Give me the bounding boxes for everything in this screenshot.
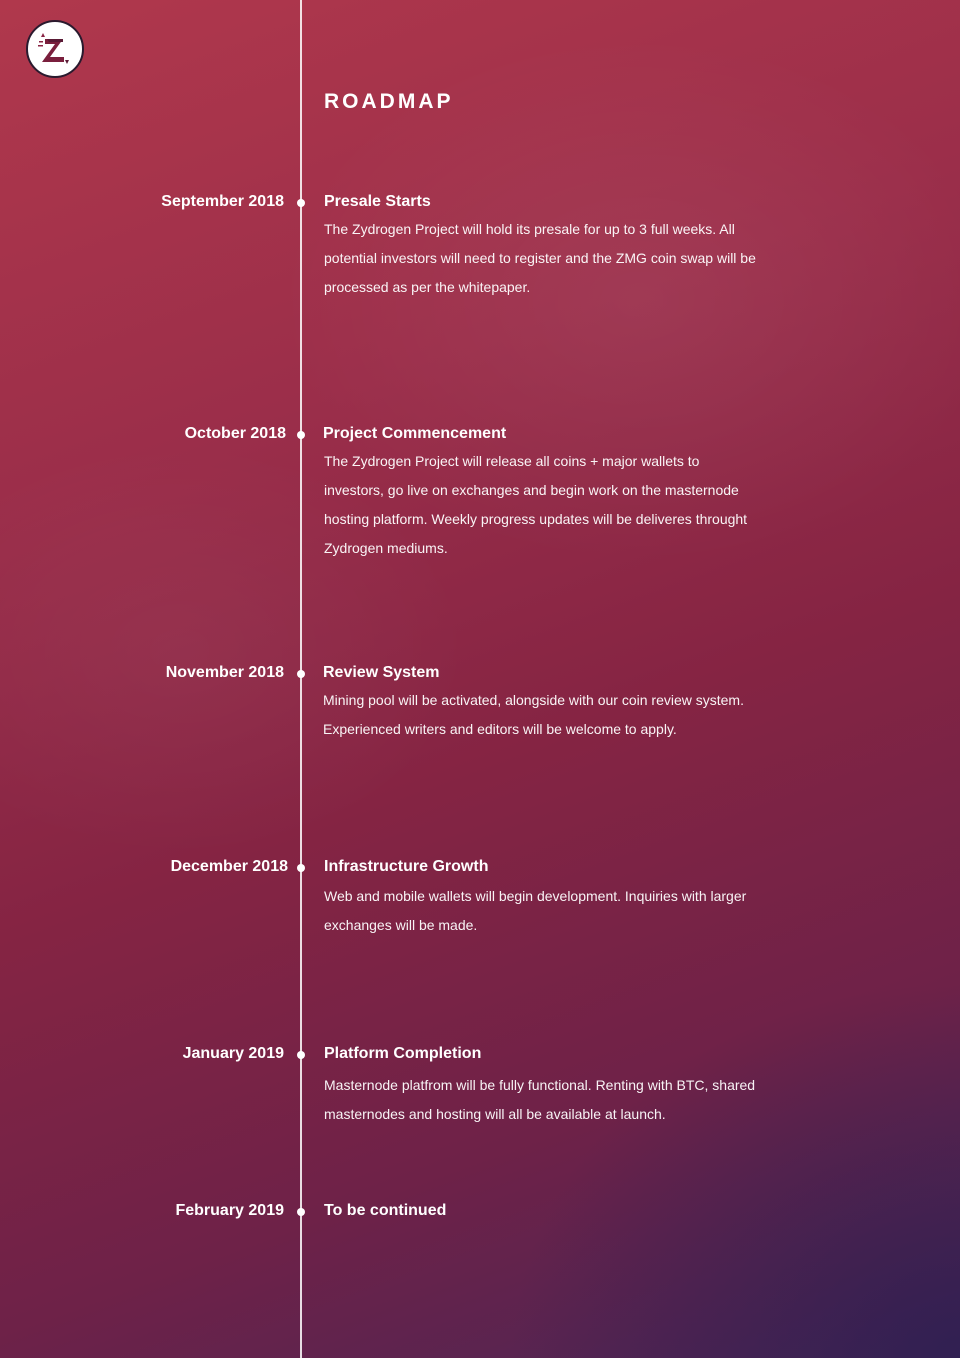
entry-description: Mining pool will be activated, alongside with our coin review system. Experienced writers and editors will be welcome to apply.	[323, 692, 744, 737]
timeline-dot	[297, 670, 305, 678]
entry-heading: To be continued	[324, 1202, 447, 1219]
entry-date: September 2018	[161, 193, 284, 210]
entry-date: January 2019	[182, 1045, 284, 1062]
timeline-dot	[297, 1051, 305, 1059]
entry-date: December 2018	[170, 858, 288, 875]
entry-heading: Project Commencement	[323, 425, 507, 442]
entry-heading: Review System	[323, 664, 440, 681]
entry-heading: Platform Completion	[324, 1045, 482, 1062]
entry-heading: Presale Starts	[324, 193, 431, 210]
timeline-dot	[297, 1208, 305, 1216]
entry-description: The Zydrogen Project will hold its presale for up to 3 full weeks. All potential investors will need to register and the ZMG coin swap will be processed as per the whitepaper.	[324, 221, 756, 295]
timeline-dot	[297, 431, 305, 439]
page-title: ROADMAP	[324, 90, 454, 113]
zydrogen-logo	[26, 20, 84, 78]
entry-date: October 2018	[184, 425, 286, 442]
entry-description: The Zydrogen Project will release all coins + major wallets to investors, go live on exchanges and begin work on the masternode hosting platform. Weekly progress updates will be deliveres throught Zydrogen mediums.	[324, 453, 748, 556]
timeline-dot	[297, 864, 305, 872]
zydrogen-logo-icon	[33, 27, 77, 71]
timeline-dot	[297, 199, 305, 207]
entry-date: February 2019	[175, 1202, 284, 1219]
entry-description: Masternode platfrom will be fully functional. Renting with BTC, shared masternodes and hosting will all be available at launch.	[324, 1077, 756, 1122]
entry-heading: Infrastructure Growth	[324, 858, 489, 875]
entry-description: Web and mobile wallets will begin development. Inquiries with larger exchanges will be made.	[324, 888, 747, 933]
entry-date: November 2018	[165, 664, 284, 681]
